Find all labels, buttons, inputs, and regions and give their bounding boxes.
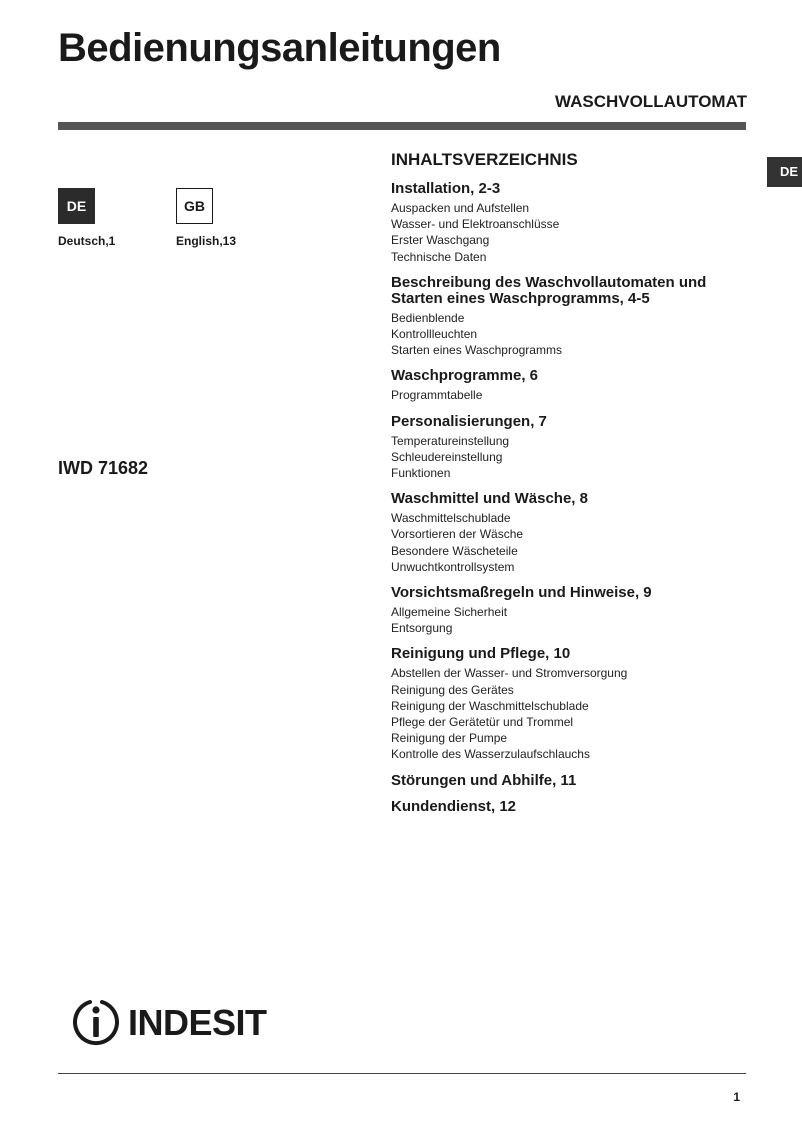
toc-section-title[interactable]: Störungen und Abhilfe, 11 [391, 771, 577, 789]
toc-section-title[interactable]: Installation, 2-3 [391, 180, 501, 197]
toc-section-title[interactable]: Waschmittel und Wäsche, 8 [391, 490, 588, 508]
toc-item[interactable]: Erster Waschgang [391, 233, 490, 248]
toc-item[interactable]: Bedienblende [391, 310, 465, 325]
toc-item[interactable]: Reinigung der Waschmittelschublade [391, 698, 589, 713]
toc-item[interactable]: Reinigung der Pumpe [391, 731, 508, 746]
toc-section [391, 275, 751, 359]
toc-section-title[interactable]: Reinigung und Pflege, 10 [391, 645, 571, 663]
toc-item[interactable]: Kontrollleuchten [391, 327, 478, 342]
toc-section [391, 585, 751, 636]
page-title: Bedienungsanleitungen [58, 26, 501, 70]
header-divider [58, 122, 746, 130]
toc-section [391, 181, 751, 265]
toc-item[interactable]: Auspacken und Aufstellen [391, 201, 530, 215]
toc-section-title[interactable]: Vorsichtsmaßregeln und Hinweise, 9 [391, 584, 652, 602]
toc-item[interactable]: Pflege der Gerätetür und Trommel [391, 715, 574, 730]
toc-item[interactable]: Besondere Wäscheteile [391, 543, 518, 558]
toc-section [391, 799, 751, 815]
toc-section [391, 414, 751, 482]
language-label-de: Deutsch,1 [58, 234, 116, 248]
language-box-gb[interactable]: GB [176, 188, 213, 224]
model-number: IWD 71682 [58, 458, 149, 478]
toc-item[interactable]: Unwuchtkontrollsystem [391, 559, 515, 574]
toc-section [391, 491, 751, 575]
toc-item[interactable]: Kontrolle des Wasserzulaufschlauchs [391, 747, 590, 762]
brand-logo [70, 996, 290, 1048]
toc-section-title[interactable]: Beschreibung des Waschvollautomaten und Starten eines Waschprogramms, 4-5 [391, 273, 707, 307]
toc-item[interactable]: Temperatureinstellung [391, 433, 510, 448]
toc-section [391, 646, 751, 762]
toc-section [391, 773, 751, 789]
product-type-subtitle: WASCHVOLLAUTOMAT [554, 92, 747, 111]
toc-item[interactable]: Technische Daten [391, 249, 487, 264]
toc-item[interactable]: Funktionen [391, 466, 451, 481]
table-of-contents [391, 150, 751, 825]
toc-section-title[interactable]: Waschprogramme, 6 [391, 367, 538, 385]
footer-divider [58, 1073, 746, 1074]
language-label-gb: English,13 [176, 234, 237, 248]
toc-section-title[interactable]: Kundendienst, 12 [391, 797, 517, 815]
toc-item[interactable]: Reinigung des Gerätes [391, 682, 514, 697]
brand-name: INDESIT [128, 1002, 267, 1043]
toc-item[interactable]: Vorsortieren der Wäsche [391, 527, 524, 542]
toc-item[interactable]: Schleudereinstellung [391, 449, 503, 464]
language-box-de[interactable]: DE [58, 188, 95, 224]
language-tab: DE [767, 157, 802, 187]
toc-item[interactable]: Abstellen der Wasser- und Stromversorgung [391, 666, 628, 681]
toc-sections [391, 181, 751, 815]
toc-item[interactable]: Programmtabelle [391, 388, 483, 403]
toc-item[interactable]: Starten eines Waschprogramms [391, 343, 562, 358]
indesit-i-circle-icon [70, 996, 122, 1048]
toc-item[interactable]: Waschmittelschublade [391, 511, 511, 526]
toc-heading: INHALTSVERZEICHNIS [391, 150, 578, 169]
toc-item[interactable]: Entsorgung [391, 621, 453, 636]
toc-section-title[interactable]: Personalisierungen, 7 [391, 412, 547, 430]
toc-item[interactable]: Wasser- und Elektroanschlüsse [391, 217, 560, 232]
page-number: 1 [733, 1090, 740, 1104]
toc-section [391, 368, 751, 403]
toc-item[interactable]: Allgemeine Sicherheit [391, 605, 508, 620]
